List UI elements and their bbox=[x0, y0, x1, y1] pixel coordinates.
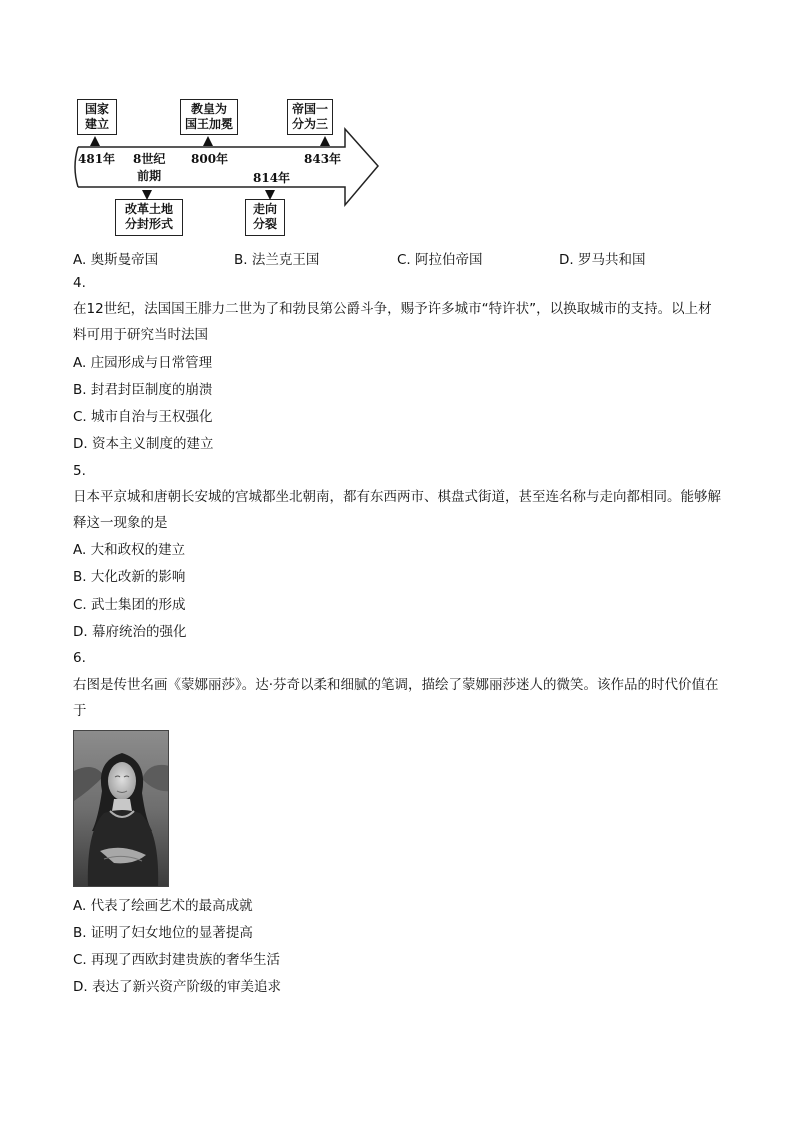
q4-number: 4. bbox=[73, 275, 86, 291]
q5-option-c[interactable]: C. 武士集团的形成 bbox=[73, 597, 186, 613]
q6-option-d[interactable]: D. 表达了新兴资产阶级的审美追求 bbox=[73, 979, 281, 995]
year-814: 814年 bbox=[253, 171, 291, 185]
year-843: 843年 bbox=[304, 152, 342, 166]
event-box-coronation: 教皇为 国王加冕 bbox=[180, 99, 238, 135]
event-box-division: 走向 分裂 bbox=[245, 199, 285, 236]
q5-option-a[interactable]: A. 大和政权的建立 bbox=[73, 542, 186, 558]
q4-option-c[interactable]: C. 城市自治与王权强化 bbox=[73, 409, 213, 425]
q4-stem: 在12世纪，法国国王腓力二世为了和勃艮第公爵斗争，赐予许多城市“特许状”，以换取城市的支持。以上材料可用于研究当时法国 bbox=[73, 301, 712, 343]
q5-number: 5. bbox=[73, 463, 86, 479]
q5-stem: 日本平京城和唐朝长安城的宫城都坐北朝南，都有东西两市、棋盘式街道，甚至连名称与走向都相同。能够解释这一现象的是 bbox=[73, 489, 721, 531]
year-481: 481年 bbox=[78, 152, 116, 166]
q6-option-c[interactable]: C. 再现了西欧封建贵族的奢华生活 bbox=[73, 952, 281, 968]
year-8th-century: 8世纪 前期 bbox=[133, 152, 166, 183]
event-box-founding: 国家 建立 bbox=[77, 99, 117, 135]
q3-option-b[interactable]: B. 法兰克王国 bbox=[234, 252, 320, 268]
q3-option-c[interactable]: C. 阿拉伯帝国 bbox=[397, 252, 483, 268]
q3-option-d[interactable]: D. 罗马共和国 bbox=[559, 252, 646, 268]
q6-stem: 右图是传世名画《蒙娜丽莎》。达·芬奇以柔和细腻的笔调，描绘了蒙娜丽莎迷人的微笑。该作品的时代价值在于 bbox=[73, 677, 719, 719]
q4-option-a[interactable]: A. 庄园形成与日常管理 bbox=[73, 355, 213, 371]
q3-option-a[interactable]: A. 奥斯曼帝国 bbox=[73, 252, 159, 268]
year-800: 800年 bbox=[191, 152, 229, 166]
q6-option-a[interactable]: A. 代表了绘画艺术的最高成就 bbox=[73, 898, 253, 914]
event-box-partition: 帝国一 分为三 bbox=[287, 99, 333, 135]
q5-option-b[interactable]: B. 大化改新的影响 bbox=[73, 569, 186, 585]
mona-lisa-image bbox=[73, 730, 169, 887]
q6-option-b[interactable]: B. 证明了妇女地位的显著提高 bbox=[73, 925, 253, 941]
q6-number: 6. bbox=[73, 650, 86, 666]
q4-option-b[interactable]: B. 封君封臣制度的崩溃 bbox=[73, 382, 213, 398]
q4-option-d[interactable]: D. 资本主义制度的建立 bbox=[73, 436, 214, 452]
event-box-land-reform: 改革土地 分封形式 bbox=[115, 199, 183, 236]
q5-option-d[interactable]: D. 幕府统治的强化 bbox=[73, 624, 187, 640]
